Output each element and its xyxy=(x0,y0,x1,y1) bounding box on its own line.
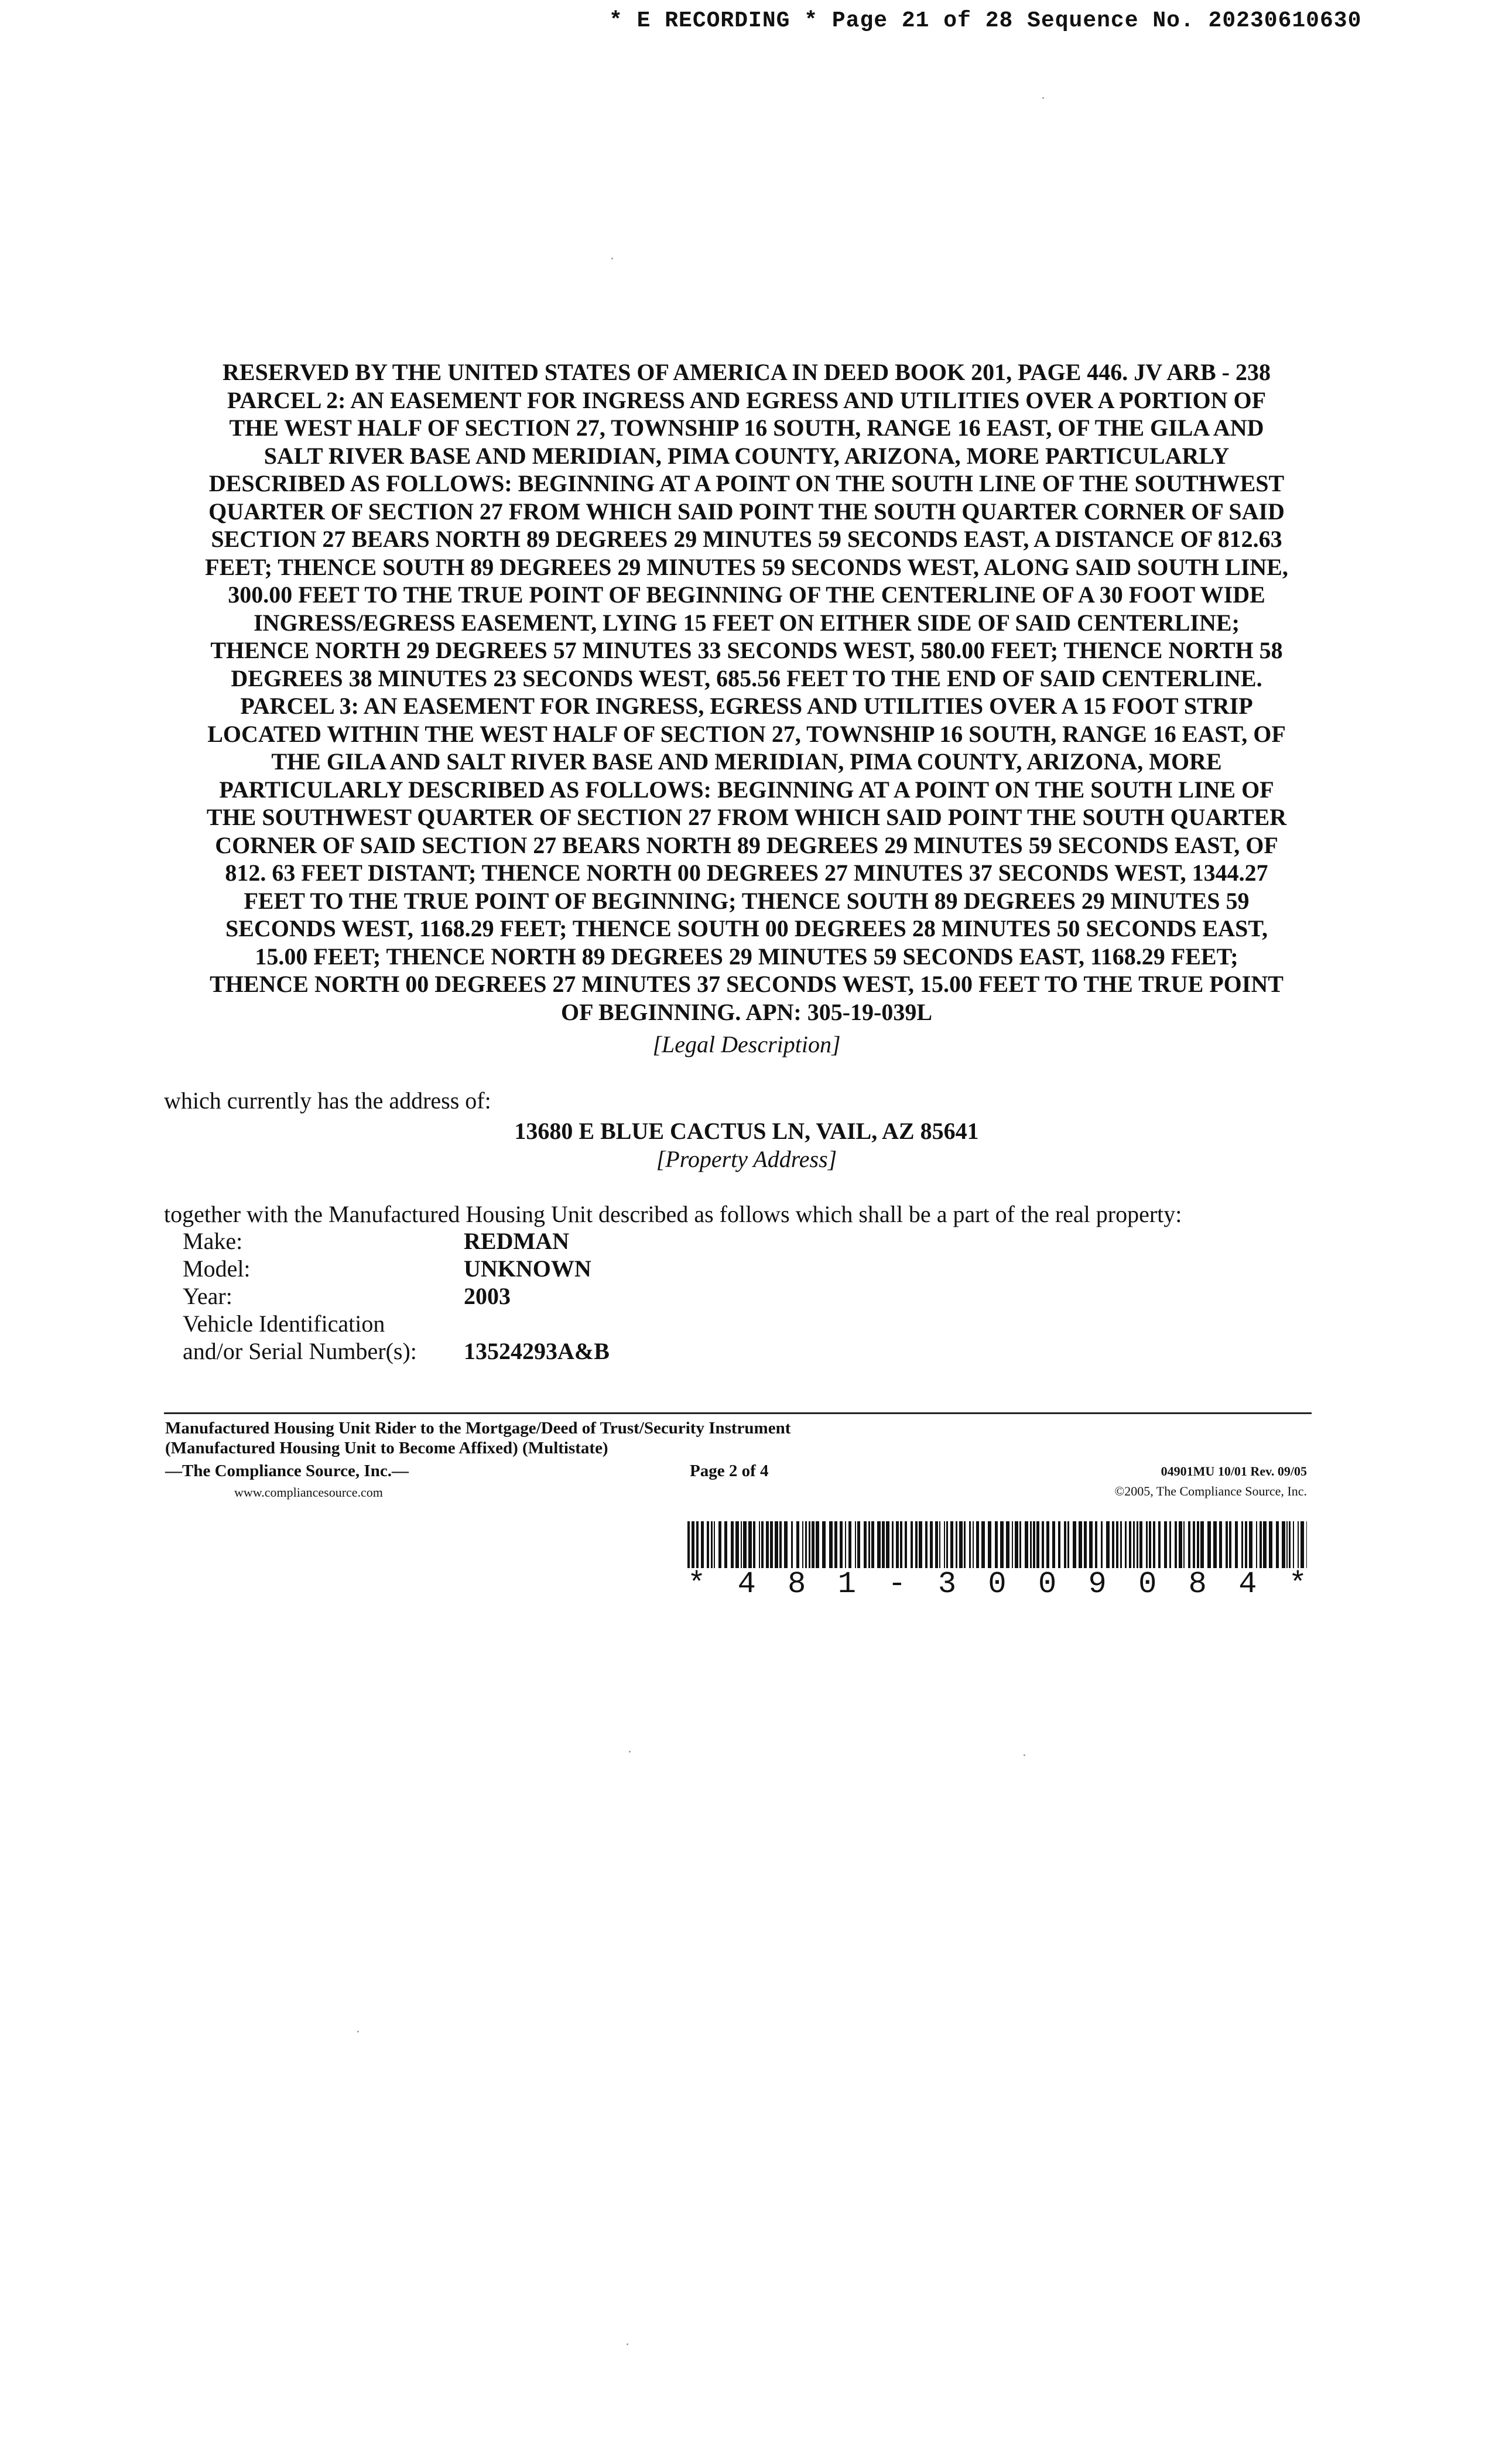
barcode-bar xyxy=(1067,1521,1069,1568)
legal-line: THENCE NORTH 29 DEGREES 57 MINUTES 33 SECONDS WEST, 580.00 FEET; THENCE NORTH 58 xyxy=(210,637,1283,663)
barcode-bar xyxy=(950,1521,953,1568)
barcode-bar xyxy=(882,1521,885,1568)
barcode-bar xyxy=(877,1521,881,1568)
mhu-intro: together with the Manufactured Housing Unit described as follows which shall be a part of the real property: xyxy=(164,1201,1182,1227)
barcode-bar xyxy=(1101,1521,1103,1568)
barcode-bar xyxy=(1129,1521,1131,1568)
barcode-bar xyxy=(981,1521,985,1568)
legal-line: FEET TO THE TRUE POINT OF BEGINNING; THENCE SOUTH 89 DEGREES 29 MINUTES 59 xyxy=(244,887,1250,914)
vin-label-line-1: Vehicle Identification xyxy=(183,1310,385,1337)
barcode-bar xyxy=(988,1521,991,1568)
scan-speck xyxy=(629,1751,631,1753)
recording-header: * E RECORDING * Page 21 of 28 Sequence No. 20230610630 xyxy=(609,8,1362,33)
barcode-bar xyxy=(707,1521,709,1568)
barcode-bar xyxy=(718,1521,721,1568)
legal-line: PARTICULARLY DESCRIBED AS FOLLOWS: BEGINNING AT A POINT ON THE SOUTH LINE OF xyxy=(219,776,1274,803)
barcode-bar xyxy=(964,1521,966,1568)
legal-line: DESCRIBED AS FOLLOWS: BEGINNING AT A POINT ON THE SOUTH LINE OF THE SOUTHWEST xyxy=(208,470,1285,497)
barcode-char: 3 xyxy=(937,1567,957,1601)
barcode-bar xyxy=(840,1521,843,1568)
barcode-bar xyxy=(1095,1521,1097,1568)
barcode-bar xyxy=(1188,1521,1190,1568)
barcode-bar xyxy=(1169,1521,1171,1568)
barcode-bar xyxy=(1256,1521,1257,1568)
barcode-bar xyxy=(822,1521,826,1568)
legal-line: THE GILA AND SALT RIVER BASE AND MERIDIAN, PIMA COUNTY, ARIZONA, MORE xyxy=(271,748,1222,775)
barcode-bar xyxy=(1025,1521,1028,1568)
barcode-bar xyxy=(724,1521,727,1568)
barcode-bar xyxy=(930,1521,933,1568)
legal-line: SALT RIVER BASE AND MERIDIAN, PIMA COUNTY, ARIZONA, MORE PARTICULARLY xyxy=(263,442,1230,469)
barcode-bar xyxy=(1207,1521,1211,1568)
legal-line: SECTION 27 BEARS NORTH 89 DEGREES 29 MINUTES 59 SECONDS EAST, A DISTANCE OF 812.63 xyxy=(211,526,1282,552)
publisher-url: www.compliancesource.com xyxy=(234,1485,383,1500)
barcode-bar xyxy=(939,1521,940,1568)
address-intro: which currently has the address of: xyxy=(164,1087,491,1114)
barcode-bar xyxy=(1137,1521,1138,1568)
barcode-bar xyxy=(1286,1521,1288,1568)
barcode-bar xyxy=(1289,1521,1291,1568)
barcode-bar xyxy=(1241,1521,1243,1568)
barcode-bar xyxy=(1269,1521,1272,1568)
legal-line: PARCEL 2: AN EASEMENT FOR INGRESS AND EGRESS AND UTILITIES OVER A PORTION OF xyxy=(227,386,1267,413)
barcode-bar xyxy=(855,1521,856,1568)
barcode-bar xyxy=(1015,1521,1018,1568)
barcode-bar xyxy=(1006,1521,1009,1568)
scan-speck xyxy=(611,258,613,259)
barcode-bar xyxy=(735,1521,739,1568)
barcode-bar xyxy=(1200,1521,1204,1568)
scan-speck xyxy=(1042,97,1044,99)
legal-description-caption: [Legal Description] xyxy=(652,1031,841,1058)
barcode-bar xyxy=(1175,1521,1177,1568)
barcode-bar xyxy=(1153,1521,1155,1568)
barcode-bar xyxy=(692,1521,694,1568)
scan-speck xyxy=(627,2343,628,2345)
form-title xyxy=(165,1418,790,1458)
legal-line: SECONDS WEST, 1168.29 FEET; THENCE SOUTH 00 DEGREES 28 MINUTES 50 SECONDS EAST, xyxy=(225,915,1268,942)
barcode-bar xyxy=(1116,1521,1118,1568)
barcode-bar xyxy=(959,1521,963,1568)
legal-line: 15.00 FEET; THENCE NORTH 89 DEGREES 29 MINUTES 59 SECONDS EAST, 1168.29 FEET; xyxy=(255,943,1238,970)
barcode-bar xyxy=(1282,1521,1285,1568)
barcode-bar xyxy=(1158,1521,1161,1568)
barcode-bar xyxy=(1263,1521,1267,1568)
legal-line: 812. 63 FEET DISTANT; THENCE NORTH 00 DEGREES 27 MINUTES 37 SECONDS WEST, 1344.27 xyxy=(225,860,1268,886)
barcode-bar xyxy=(973,1521,974,1568)
barcode-bar xyxy=(834,1521,837,1568)
barcode-bar xyxy=(946,1521,948,1568)
barcode-bar xyxy=(1106,1521,1110,1568)
barcode-bar xyxy=(1179,1521,1182,1568)
footer-divider xyxy=(164,1412,1312,1414)
legal-line: OF BEGINNING. APN: 305-19-039L xyxy=(560,998,933,1025)
barcode-bar xyxy=(857,1521,860,1568)
barcode-bar xyxy=(905,1521,907,1568)
scan-speck xyxy=(357,2031,359,2032)
scan-speck xyxy=(1024,1754,1025,1756)
barcode-bar xyxy=(796,1521,799,1568)
barcode-bar xyxy=(805,1521,807,1568)
legal-line: THE WEST HALF OF SECTION 27, TOWNSHIP 16 SOUTH, RANGE 16 EAST, OF THE GILA AND xyxy=(229,415,1264,441)
barcode-bar xyxy=(915,1521,918,1568)
barcode-bar xyxy=(1219,1521,1222,1568)
barcode-bar xyxy=(731,1521,734,1568)
barcode-bar xyxy=(1293,1521,1294,1568)
barcode-bar xyxy=(687,1521,690,1568)
barcode-char: 0 xyxy=(1138,1567,1157,1601)
barcode-bar xyxy=(1229,1521,1231,1568)
copyright: ©2005, The Compliance Source, Inc. xyxy=(1114,1484,1307,1498)
barcode-bar xyxy=(1183,1521,1185,1568)
barcode-bar xyxy=(892,1521,894,1568)
vin-label-line-2: and/or Serial Number(s): xyxy=(183,1338,417,1364)
vin-value: 13524293A&B xyxy=(464,1338,610,1364)
barcode-bar xyxy=(900,1521,902,1568)
barcode-bar xyxy=(809,1521,810,1568)
barcode-char: * xyxy=(687,1567,706,1601)
barcode-bar xyxy=(711,1521,713,1568)
barcode-bar xyxy=(1042,1521,1044,1568)
barcode-bar xyxy=(753,1521,755,1568)
barcode-bar xyxy=(1245,1521,1247,1568)
barcode-bar xyxy=(784,1521,788,1568)
barcode-bar xyxy=(1276,1521,1279,1568)
barcode-bar xyxy=(1260,1521,1262,1568)
barcode-bar xyxy=(1298,1521,1299,1568)
barcode-bar xyxy=(1052,1521,1055,1568)
barcode xyxy=(687,1521,1307,1568)
barcode-bar xyxy=(868,1521,870,1568)
legal-line: LOCATED WITHIN THE WEST HALF OF SECTION 27, TOWNSHIP 16 SOUTH, RANGE 16 EAST, OF xyxy=(207,720,1286,747)
barcode-bar xyxy=(976,1521,979,1568)
barcode-bar xyxy=(969,1521,971,1568)
legal-line: FEET; THENCE SOUTH 89 DEGREES 29 MINUTES 59 SECONDS WEST, ALONG SAID SOUTH LINE, xyxy=(205,553,1288,580)
barcode-bar xyxy=(956,1521,957,1568)
barcode-char: 1 xyxy=(837,1567,856,1601)
barcode-bar xyxy=(1213,1521,1217,1568)
legal-line: DEGREES 38 MINUTES 23 SECONDS WEST, 685.56 FEET TO THE END OF SAID CENTERLINE. xyxy=(231,665,1262,692)
barcode-bar xyxy=(1079,1521,1082,1568)
barcode-bar xyxy=(944,1521,945,1568)
barcode-bar xyxy=(1197,1521,1199,1568)
make-value: REDMAN xyxy=(464,1228,569,1254)
barcode-char: * xyxy=(1288,1567,1307,1601)
barcode-bar xyxy=(1033,1521,1035,1568)
barcode-bar xyxy=(802,1521,803,1568)
barcode-bar xyxy=(1139,1521,1142,1568)
barcode-bar xyxy=(714,1521,715,1568)
barcode-bar xyxy=(812,1521,814,1568)
barcode-bar xyxy=(1089,1521,1093,1568)
barcode-bar xyxy=(1046,1521,1049,1568)
barcode-bar xyxy=(696,1521,699,1568)
barcode-char: 0 xyxy=(1038,1567,1057,1601)
barcode-bar xyxy=(770,1521,773,1568)
barcode-bar xyxy=(1064,1521,1066,1568)
barcode-bar xyxy=(829,1521,833,1568)
legal-line: RESERVED BY THE UNITED STATES OF AMERICA IN DEED BOOK 201, PAGE 446. JV ARB - 238 xyxy=(223,359,1271,385)
barcode-bar xyxy=(1133,1521,1135,1568)
property-address-caption: [Property Address] xyxy=(656,1146,837,1172)
legal-line: PARCEL 3: AN EASEMENT FOR INGRESS, EGRESS AND UTILITIES OVER A 15 FOOT STRIP xyxy=(240,693,1253,719)
barcode-bar xyxy=(911,1521,913,1568)
barcode-bar xyxy=(896,1521,899,1568)
property-address: 13680 E BLUE CACTUS LN, VAIL, AZ 85641 xyxy=(514,1118,979,1144)
legal-line: THENCE NORTH 00 DEGREES 27 MINUTES 37 SECONDS WEST, 15.00 FEET TO THE TRUE POINT xyxy=(210,971,1284,997)
barcode-bar xyxy=(766,1521,769,1568)
legal-line: QUARTER OF SECTION 27 FROM WHICH SAID POINT THE SOUTH QUARTER CORNER OF SAID xyxy=(208,498,1285,525)
barcode-bar xyxy=(791,1521,793,1568)
barcode-bar xyxy=(886,1521,889,1568)
barcode-bar xyxy=(759,1521,760,1568)
barcode-bar xyxy=(701,1521,704,1568)
form-title-line-1: Manufactured Housing Unit Rider to the Mortgage/Deed of Trust/Security Instrument xyxy=(165,1419,791,1438)
barcode-bar xyxy=(1120,1521,1122,1568)
make-label: Make: xyxy=(183,1228,243,1254)
model-value: UNKNOWN xyxy=(464,1255,591,1282)
barcode-char: 4 xyxy=(737,1567,756,1601)
legal-line: THE SOUTHWEST QUARTER OF SECTION 27 FROM WHICH SAID POINT THE SOUTH QUARTER xyxy=(206,804,1287,830)
barcode-bar xyxy=(871,1521,874,1568)
barcode-bar xyxy=(1058,1521,1060,1568)
barcode-bar xyxy=(1249,1521,1252,1568)
barcode-bar xyxy=(1125,1521,1127,1568)
barcode-bar xyxy=(1073,1521,1076,1568)
barcode-bar xyxy=(1146,1521,1148,1568)
barcode-bar xyxy=(1012,1521,1013,1568)
barcode-bar xyxy=(1226,1521,1228,1568)
barcode-bar xyxy=(1030,1521,1032,1568)
barcode-bar xyxy=(748,1521,752,1568)
legal-line: INGRESS/EGRESS EASEMENT, LYING 15 FEET ON EITHER SIDE OF SAID CENTERLINE; xyxy=(254,609,1240,636)
barcode-bar xyxy=(935,1521,938,1568)
form-title-line-2: (Manufactured Housing Unit to Become Affixed) (Multistate) xyxy=(165,1439,608,1457)
barcode-bar xyxy=(845,1521,846,1568)
barcode-bar xyxy=(864,1521,867,1568)
barcode-char: 8 xyxy=(788,1567,806,1601)
barcode-bar xyxy=(779,1521,782,1568)
barcode-bar xyxy=(775,1521,778,1568)
page-number: Page 2 of 4 xyxy=(690,1462,769,1480)
barcode-text xyxy=(687,1567,1307,1601)
barcode-bar xyxy=(761,1521,764,1568)
barcode-bar xyxy=(995,1521,998,1568)
barcode-char: 0 xyxy=(988,1567,1007,1601)
barcode-char: 9 xyxy=(1088,1567,1107,1601)
legal-description xyxy=(158,358,1335,1026)
legal-line: 300.00 FEET TO THE TRUE POINT OF BEGINNING OF THE CENTERLINE OF A 30 FOOT WIDE xyxy=(228,581,1265,608)
barcode-bar xyxy=(925,1521,928,1568)
barcode-bar xyxy=(919,1521,922,1568)
year-value: 2003 xyxy=(464,1283,511,1309)
model-label: Model: xyxy=(183,1255,251,1282)
barcode-char: 8 xyxy=(1188,1567,1207,1601)
publisher-name: —The Compliance Source, Inc.— xyxy=(165,1462,409,1480)
barcode-bar xyxy=(1000,1521,1004,1568)
legal-line: CORNER OF SAID SECTION 27 BEARS NORTH 89 DEGREES 29 MINUTES 59 SECONDS EAST, OF xyxy=(215,831,1278,858)
barcode-bar xyxy=(848,1521,851,1568)
barcode-bar xyxy=(1149,1521,1151,1568)
barcode-bar xyxy=(1019,1521,1021,1568)
barcode-char: - xyxy=(888,1567,906,1601)
barcode-bar xyxy=(1300,1521,1304,1568)
barcode-bar xyxy=(1112,1521,1114,1568)
barcode-bar xyxy=(1164,1521,1167,1568)
barcode-bar xyxy=(1084,1521,1087,1568)
barcode-bar xyxy=(741,1521,742,1568)
barcode-bar xyxy=(1235,1521,1238,1568)
barcode-bar xyxy=(1036,1521,1039,1568)
year-label: Year: xyxy=(183,1283,232,1309)
barcode-bar xyxy=(1193,1521,1195,1568)
form-number: 04901MU 10/01 Rev. 09/05 xyxy=(1161,1464,1307,1479)
barcode-bar xyxy=(743,1521,747,1568)
barcode-bar xyxy=(1306,1521,1307,1568)
barcode-char: 4 xyxy=(1238,1567,1257,1601)
barcode-bar xyxy=(816,1521,819,1568)
